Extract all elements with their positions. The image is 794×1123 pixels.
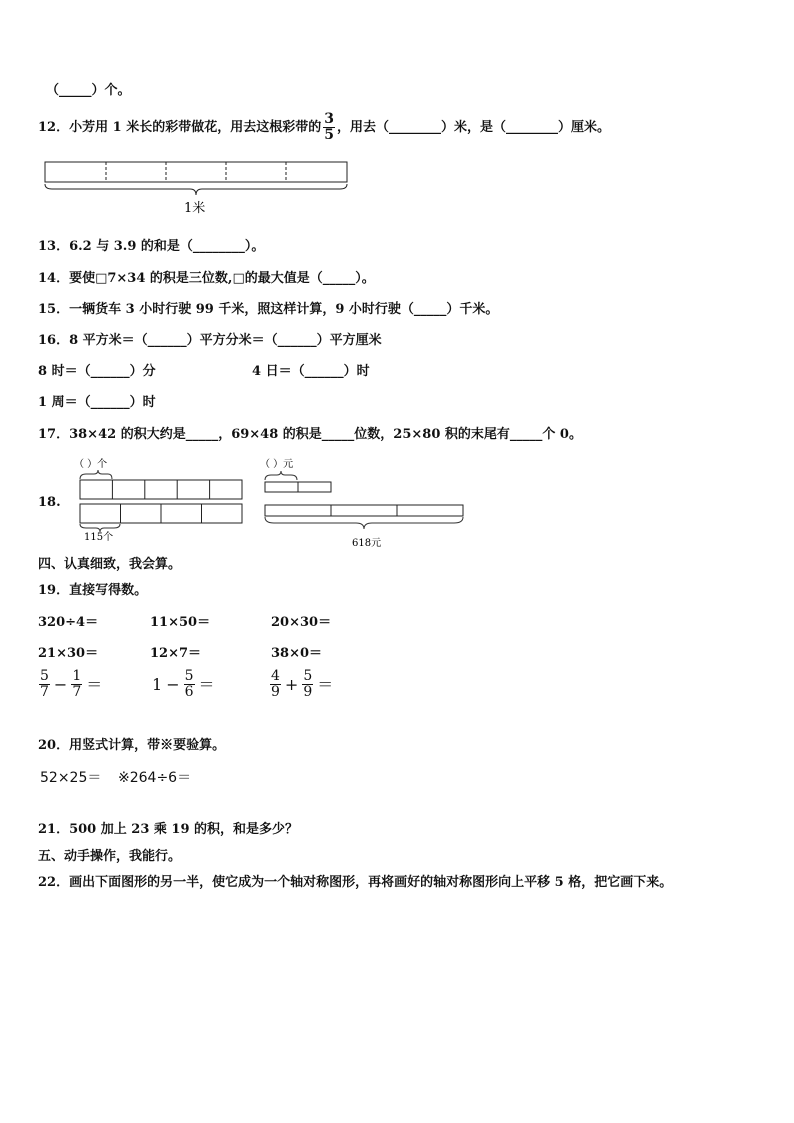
q12-text-before: 12．小芳用 1 米长的彩带做花，用去这根彩带的 — [38, 119, 322, 135]
q12-text-after: ，用去（________）米，是（________）厘米。 — [336, 119, 610, 135]
q19-fraction-expr-3 — [268, 669, 335, 700]
denominator: 9 — [303, 684, 313, 700]
q12-frac-denominator: 5 — [324, 127, 334, 143]
whole-number: 1 — [152, 674, 163, 694]
ribbon-diagram — [44, 160, 354, 220]
q12-frac-numerator: 3 — [324, 111, 334, 127]
fraction — [184, 669, 195, 700]
numerator: 5 — [303, 668, 313, 684]
question-14: 14．要使□7×34 的积是三位数,□的最大值是（_____）。 — [38, 271, 375, 286]
question-21: 21．500 加上 23 乘 19 的积，和是多少？ — [38, 822, 299, 837]
denominator: 9 — [271, 684, 280, 700]
equals: ＝ — [317, 674, 334, 694]
fraction — [71, 669, 82, 700]
question-16-line1: 16．8 平方米＝（______）平方分米＝（______）平方厘米 — [38, 333, 382, 348]
q19-r2c1: 21×30＝ — [38, 646, 99, 661]
equals: ＝ — [198, 674, 215, 694]
question-19-title: 19．直接写得数。 — [38, 583, 148, 598]
q18-right-top-label: （ ）元 — [260, 459, 294, 470]
numerator: 1 — [72, 668, 82, 684]
numerator: 4 — [271, 668, 280, 684]
section-5-heading: 五、动手操作，我能行。 — [38, 849, 182, 864]
equals: ＝ — [86, 674, 103, 694]
numerator: 5 — [40, 668, 49, 684]
q19-r2c2: 12×7＝ — [150, 646, 202, 661]
question-12 — [38, 112, 610, 143]
numerator: 5 — [184, 668, 194, 684]
q19-r1c2: 11×50＝ — [150, 615, 211, 630]
fraction — [39, 669, 50, 700]
q19-r1c3: 20×30＝ — [271, 615, 332, 630]
q19-r1c1: 320÷4＝ — [38, 615, 99, 630]
question-16-line2a: 8 时＝（______）分 — [38, 364, 156, 379]
question-13: 13．6.2 与 3.9 的和是（________）。 — [38, 239, 265, 254]
section-4-heading: 四、认真细致，我会算。 — [38, 557, 182, 572]
fraction — [270, 669, 281, 700]
q18-left-bottom-label: 115个 — [84, 532, 114, 543]
question-15: 15．一辆货车 3 小时行驶 99 千米，照这样计算，9 小时行驶（_____）千米。 — [38, 302, 499, 317]
q12-fraction — [323, 112, 335, 143]
operator: − — [53, 674, 68, 694]
denominator: 6 — [184, 684, 194, 700]
denominator: 7 — [40, 684, 49, 700]
question-16-line3: 1 周＝（______）时 — [38, 395, 156, 410]
q18-number: 18. — [38, 495, 61, 510]
fraction — [302, 669, 313, 700]
operator: − — [166, 674, 180, 694]
q20-expr-2: ※264÷6＝ — [118, 770, 192, 786]
question-20-title: 20．用竖式计算，带※要验算。 — [38, 738, 226, 753]
q19-fraction-expr-2 — [150, 669, 217, 700]
ribbon-label: 1米 — [184, 201, 206, 216]
q18-left-diagram — [74, 455, 254, 545]
q18-right-diagram — [260, 455, 475, 550]
q20-expr-1: 52×25＝ — [40, 770, 102, 786]
q11-tail: （_____）个。 — [46, 83, 131, 98]
operator: + — [284, 674, 299, 694]
denominator: 7 — [72, 684, 82, 700]
q18-right-bottom-label: 618元 — [352, 538, 382, 549]
question-22: 22．画出下面图形的另一半，使它成为一个轴对称图形，再将画好的轴对称图形向上平移 5 格，把它画下来。 — [38, 875, 673, 890]
q19-fraction-expr-1 — [37, 669, 104, 700]
q19-r2c3: 38×0＝ — [271, 646, 323, 661]
q18-left-top-label: （ ）个 — [74, 459, 108, 470]
question-17: 17．38×42 的积大约是_____，69×48 的积是_____位数，25×80 积的末尾有_____个 0。 — [38, 427, 582, 442]
question-16-line2b: 4 日＝（______）时 — [252, 364, 370, 379]
